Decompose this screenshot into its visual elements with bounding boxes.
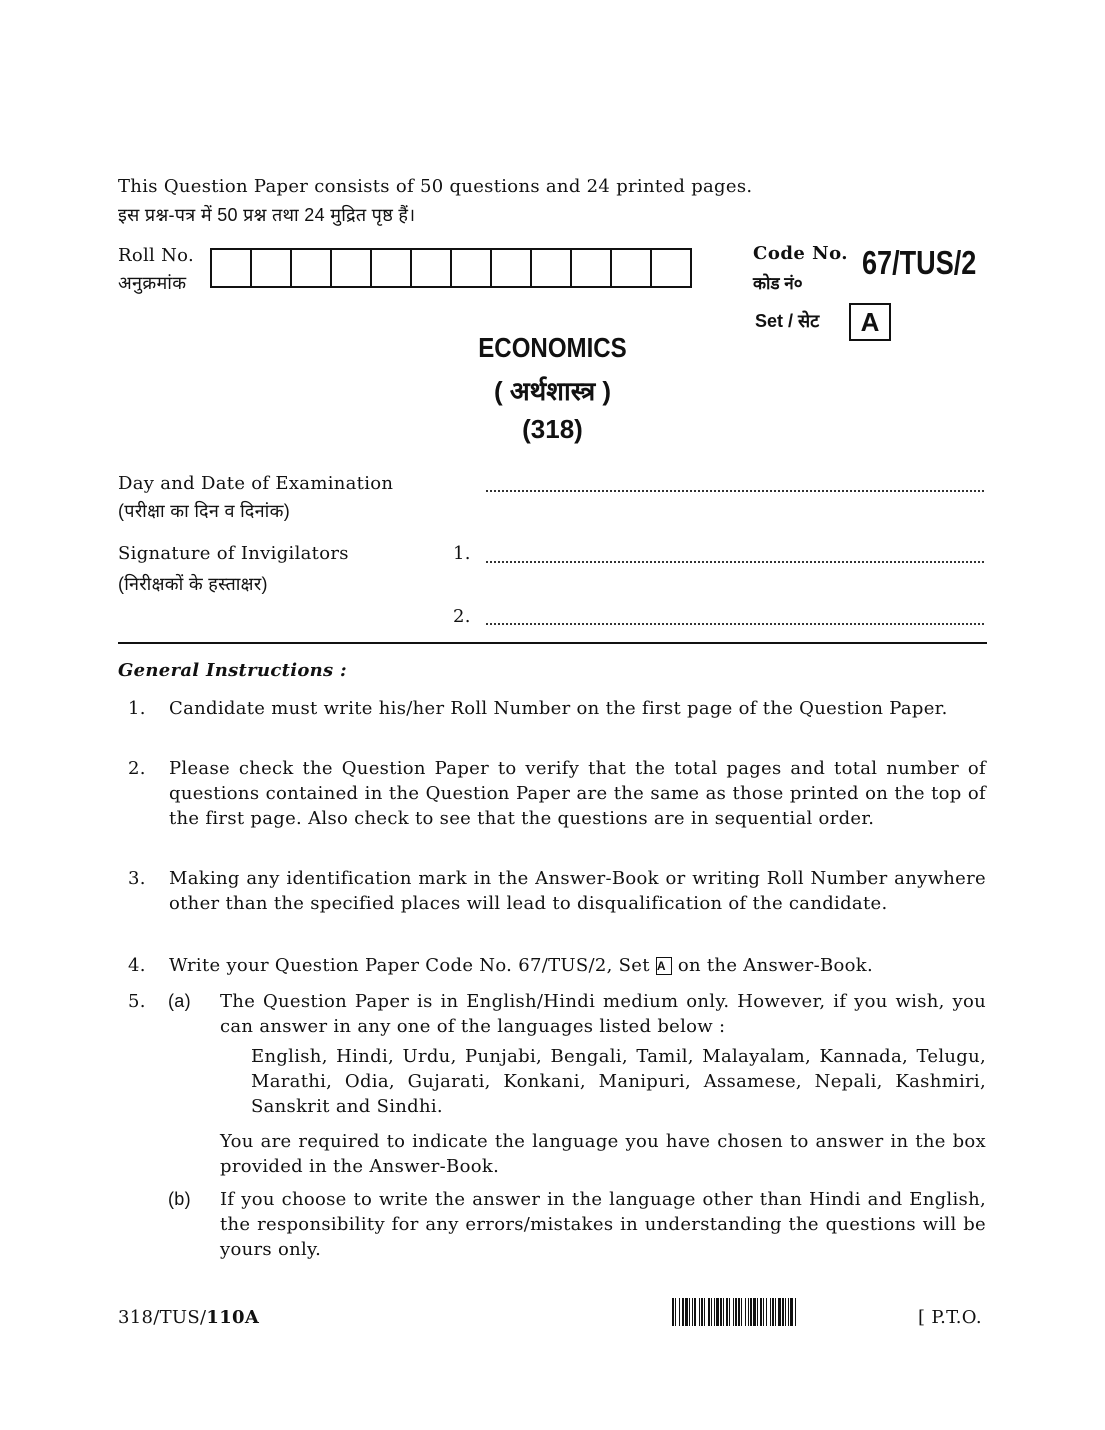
roll-number-box[interactable] (452, 250, 492, 286)
instruction-text: Candidate must write his/her Roll Number on the first page of the Question Paper. (169, 698, 948, 719)
language-note: You are required to indicate the language you have chosen to answer in the box provided in the Answer-Book. (220, 1131, 986, 1177)
instruction-1 (118, 696, 986, 721)
set-label: Set / सेट (755, 311, 820, 331)
barcode (672, 1298, 900, 1326)
instruction-5 (118, 989, 986, 1179)
divider (118, 642, 987, 644)
instruction-5a-text: The Question Paper is in English/Hindi medium only. However, if you wish, you can answer in any one of the languages listed below : (220, 991, 986, 1037)
roll-number-box[interactable] (612, 250, 652, 286)
instruction-text: Making any identification mark in the Answer-Book or writing Roll Number anywhere other than the specified places will lead to disqualification of the candidate. (169, 868, 986, 914)
roll-number-box[interactable] (492, 250, 532, 286)
instruction-number: 5. (128, 991, 146, 1012)
roll-number-box[interactable] (412, 250, 452, 286)
signature-1-number: 1. (453, 543, 471, 564)
subject-code: (318) (522, 414, 583, 444)
instruction-2 (118, 756, 986, 831)
roll-number-box[interactable] (372, 250, 412, 286)
instruction-text (169, 953, 986, 978)
roll-label-en: Roll No. (118, 245, 195, 266)
instruction-number: 4. (128, 955, 146, 976)
roll-number-box[interactable] (252, 250, 292, 286)
instruction-5b (118, 1187, 986, 1262)
instruction-number: 3. (128, 868, 146, 889)
exam-date-label-en: Day and Date of Examination (118, 473, 394, 494)
roll-number-box[interactable] (292, 250, 332, 286)
instruction-number: 1. (128, 698, 146, 719)
pto-label: [ P.T.O. (918, 1307, 982, 1328)
instruction-5b-text: If you choose to write the answer in the language other than Hindi and English, the responsibility for any errors/mistakes in understanding the questions will be yours only. (220, 1189, 986, 1260)
code-value: 67/TUS/2 (862, 244, 977, 281)
roll-label-hi: अनुक्रमांक (118, 273, 187, 293)
subject-title: ECONOMICS (478, 332, 627, 363)
exam-date-field[interactable] (486, 490, 984, 492)
instruction-3 (118, 866, 986, 916)
signature-2-field[interactable] (486, 623, 984, 625)
footer-code-bold: 110A (206, 1307, 260, 1328)
roll-number-box[interactable] (572, 250, 612, 286)
roll-number-box[interactable] (212, 250, 252, 286)
footer-code (118, 1305, 259, 1330)
subject-title-hi: ( अर्थशास्त्र ) (493, 376, 612, 406)
instruction-number: 2. (128, 758, 146, 779)
footer-code-prefix: 318/TUS/ (118, 1307, 207, 1328)
code-label-en: Code No. (753, 243, 849, 264)
exam-date-label-hi: (परीक्षा का दिन व दिनांक) (118, 501, 291, 521)
sub-label-b: (b) (168, 1189, 191, 1209)
instruction-text: Please check the Question Paper to verify that the total pages and total number of questions contained in the Question Paper are the same as those printed on the top of the first page. Also check to see that the questions are in sequential order. (169, 758, 986, 829)
instructions-heading: General Instructions : (118, 660, 347, 681)
signature-1-field[interactable] (486, 561, 984, 563)
set-inline-box: A (656, 957, 672, 975)
code-label-hi: कोड नं० (753, 274, 803, 293)
invigilators-label-en: Signature of Invigilators (118, 543, 349, 564)
set-value: A (860, 306, 880, 337)
instruction-4 (118, 953, 986, 978)
instruction-4-text-b: on the Answer-Book. (677, 955, 874, 976)
sub-label-a: (a) (168, 991, 191, 1011)
languages-list: English, Hindi, Urdu, Punjabi, Bengali, Tamil, Malayalam, Kannada, Telugu, Marathi, Odia, Gujarati, Konkani, Manipuri, Assamese, Nepali, Kashmiri, Sanskrit and Sindhi. (251, 1046, 986, 1117)
paper-info-en: This Question Paper consists of 50 questions and 24 printed pages. (118, 176, 753, 197)
signature-2-number: 2. (453, 606, 471, 627)
paper-info-hi: इस प्रश्न-पत्र में 50 प्रश्न तथा 24 मुद्रित पृष्ठ हैं। (118, 205, 416, 225)
roll-number-box[interactable] (652, 250, 690, 286)
invigilators-label-hi: (निरीक्षकों के हस्ताक्षर) (118, 574, 268, 594)
roll-number-box[interactable] (532, 250, 572, 286)
barcode-bar (796, 1298, 797, 1326)
roll-number-boxes[interactable] (210, 248, 692, 288)
roll-number-box[interactable] (332, 250, 372, 286)
instruction-4-text-a: Write your Question Paper Code No. 67/TUS/2, Set (169, 955, 650, 976)
